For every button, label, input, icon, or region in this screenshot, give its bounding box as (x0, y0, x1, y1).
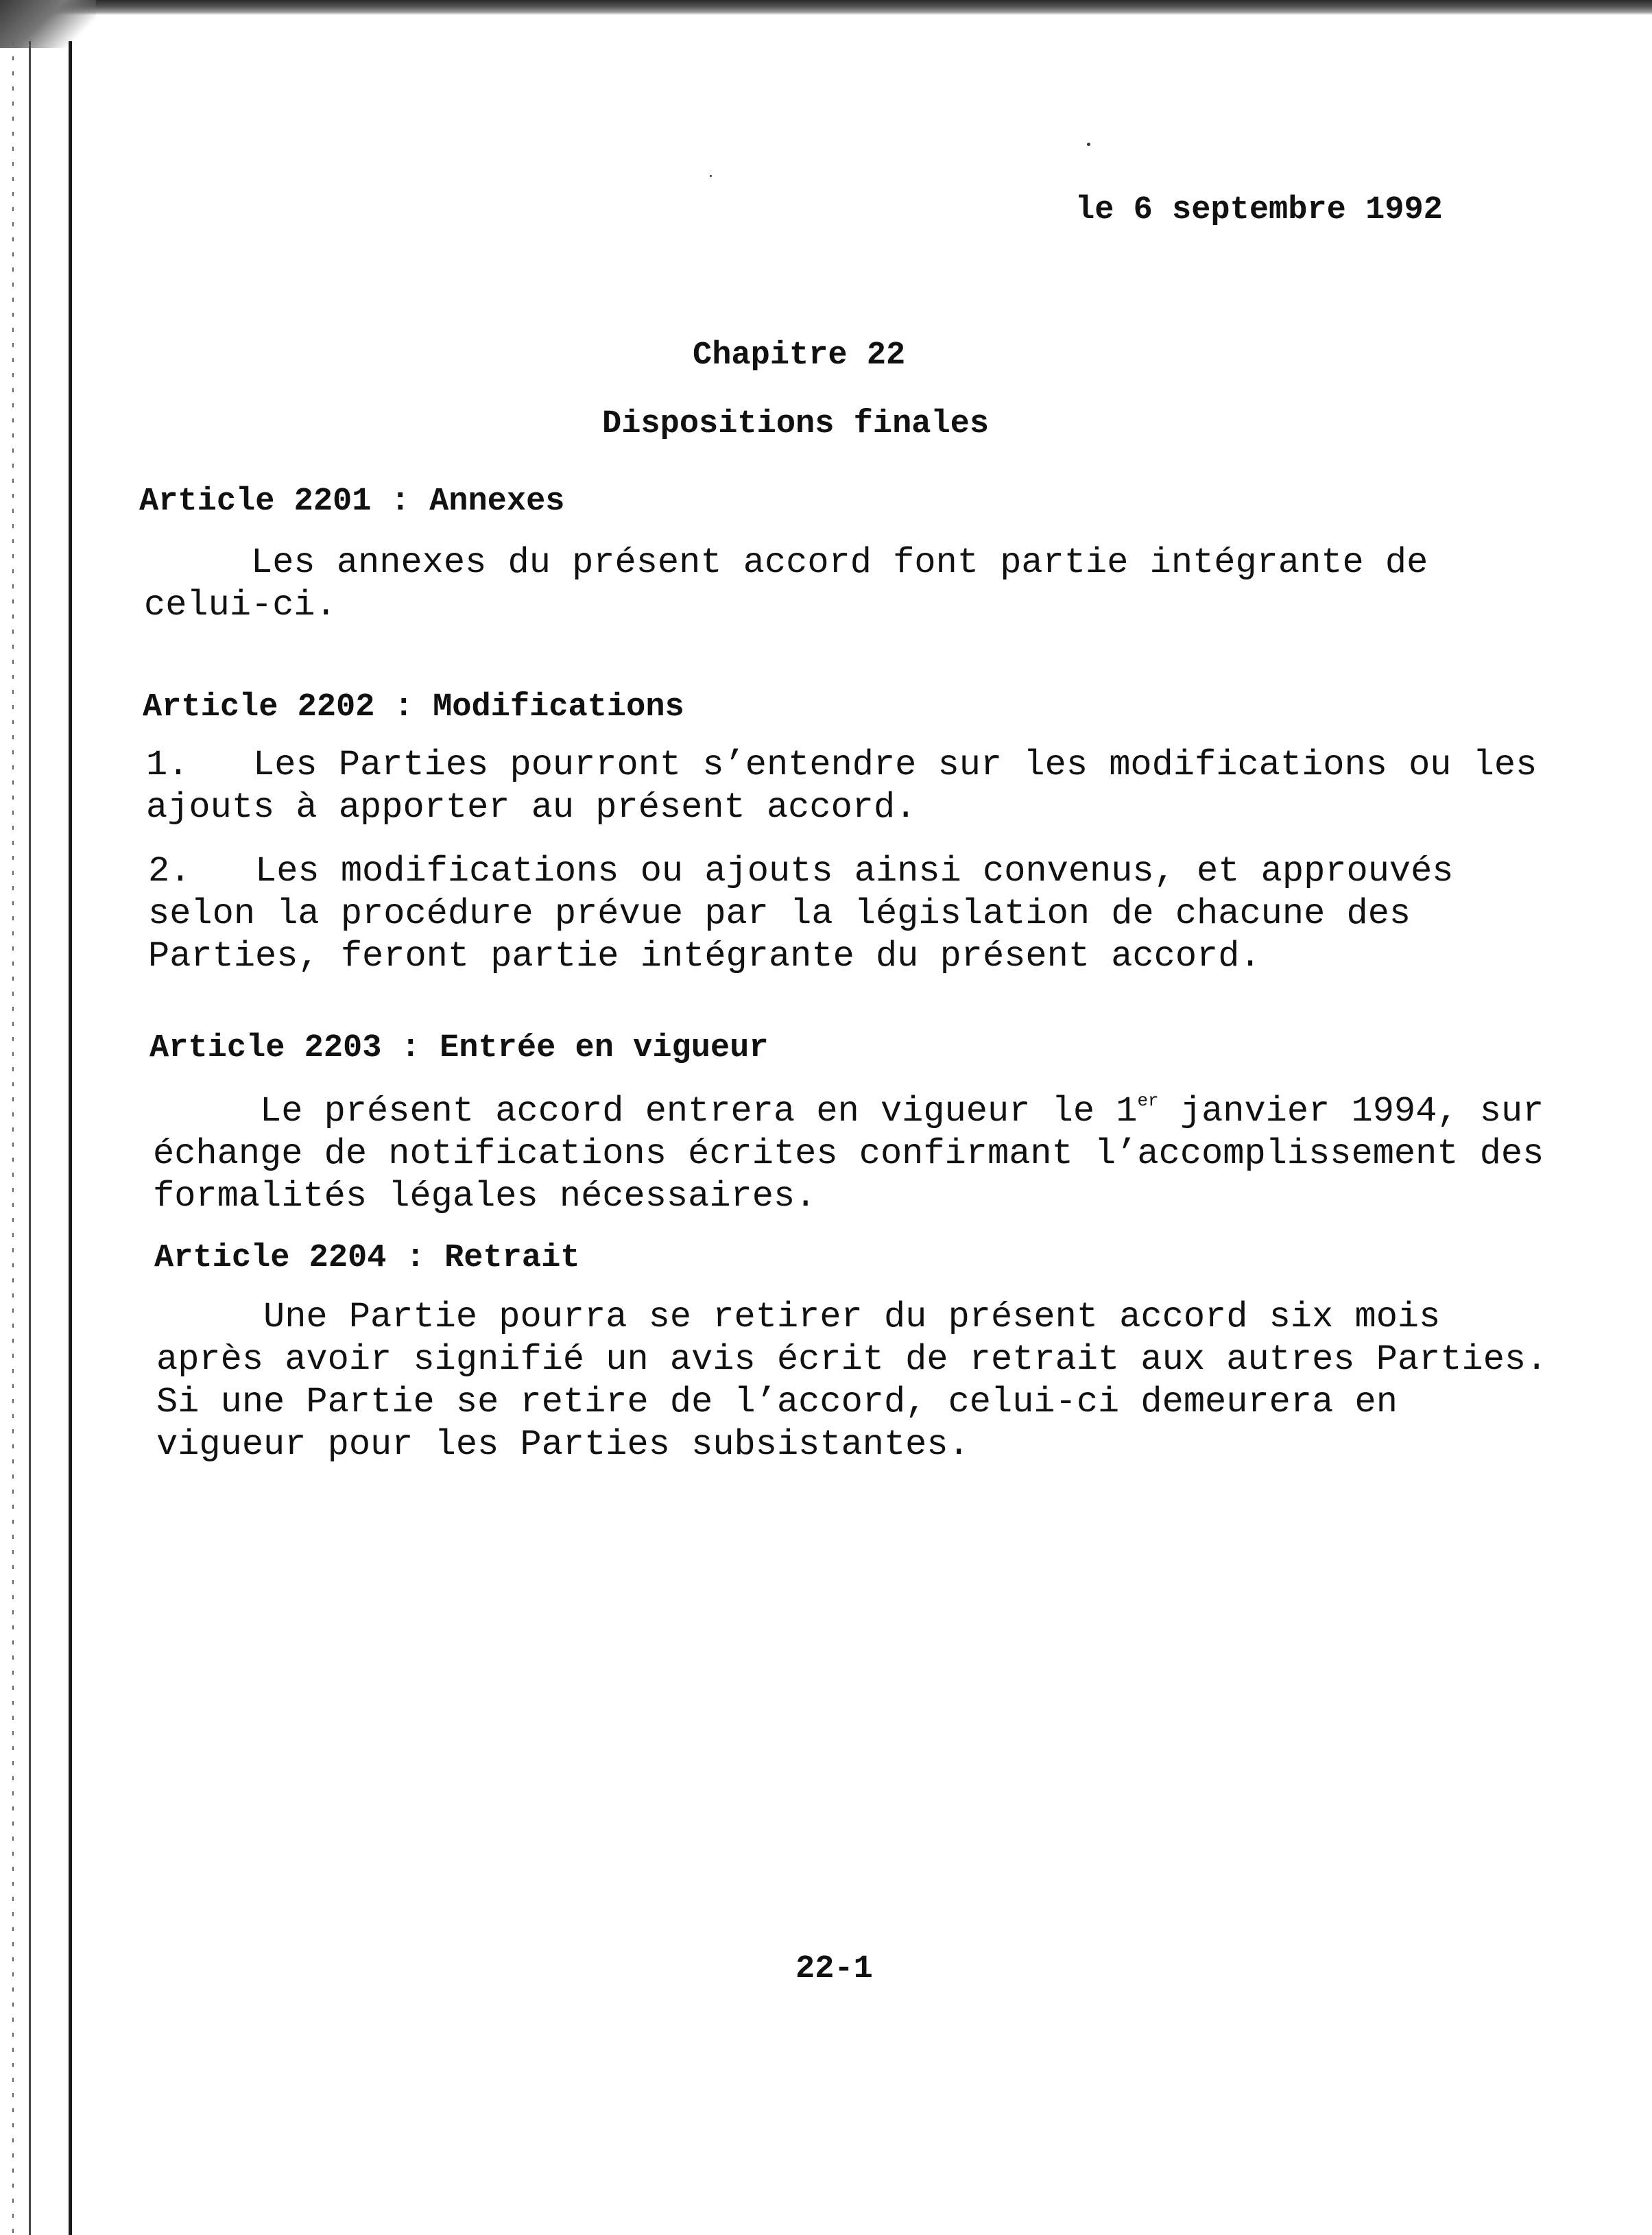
chapter-subtitle: Dispositions finales (602, 406, 990, 442)
paragraph-line: 2. Les modifications ou ajouts ainsi convenus, et approuvés (148, 851, 1454, 892)
paragraph-line: Une Partie pourra se retirer du présent accord six mois (156, 1297, 1441, 1337)
numbered-paragraph (146, 744, 1537, 829)
paragraph-line: Parties, feront partie intégrante du présent accord. (148, 936, 1261, 977)
document-date: le 6 septembre 1992 (1075, 192, 1443, 228)
text-run: Le présent accord entrera en vigueur le 1 (153, 1091, 1138, 1132)
article-paragraph (153, 1090, 1544, 1218)
article-heading: Article 2201 : Annexes (139, 483, 565, 520)
article-heading: Article 2204 : Retrait (154, 1240, 580, 1276)
text-run: janvier 1994, sur (1158, 1091, 1544, 1132)
paragraph-line: échange de notifications écrites confirmant l’accomplissement des (153, 1134, 1544, 1174)
paragraph-line: celui-ci. (144, 585, 337, 625)
article-paragraph (144, 542, 1428, 627)
chapter-title: Chapitre 22 (693, 337, 906, 374)
page-number: 22-1 (795, 1951, 873, 1987)
superscript: er (1137, 1090, 1159, 1111)
paragraph-line: Les annexes du présent accord font partie intégrante de (144, 542, 1428, 583)
paragraph-line: 1. Les Parties pourront s’entendre sur les modifications ou les (146, 745, 1537, 785)
paragraph-line: selon la procédure prévue par la législation de chacune des (148, 894, 1411, 934)
numbered-paragraph (148, 850, 1454, 978)
paragraph-line: ajouts à apporter au présent accord. (146, 787, 917, 828)
article-heading: Article 2203 : Entrée en vigueur (149, 1030, 769, 1066)
paragraph-line: Si une Partie se retire de l’accord, celui-ci demeurera en (156, 1382, 1398, 1422)
article-paragraph (156, 1296, 1547, 1466)
paragraph-line: vigueur pour les Parties subsistantes. (156, 1424, 970, 1465)
paragraph-line: après avoir signifié un avis écrit de retrait aux autres Parties. (156, 1339, 1548, 1380)
paragraph-line: formalités légales nécessaires. (153, 1176, 817, 1217)
article-heading: Article 2202 : Modifications (143, 689, 684, 726)
paragraph-line (153, 1090, 1544, 1133)
